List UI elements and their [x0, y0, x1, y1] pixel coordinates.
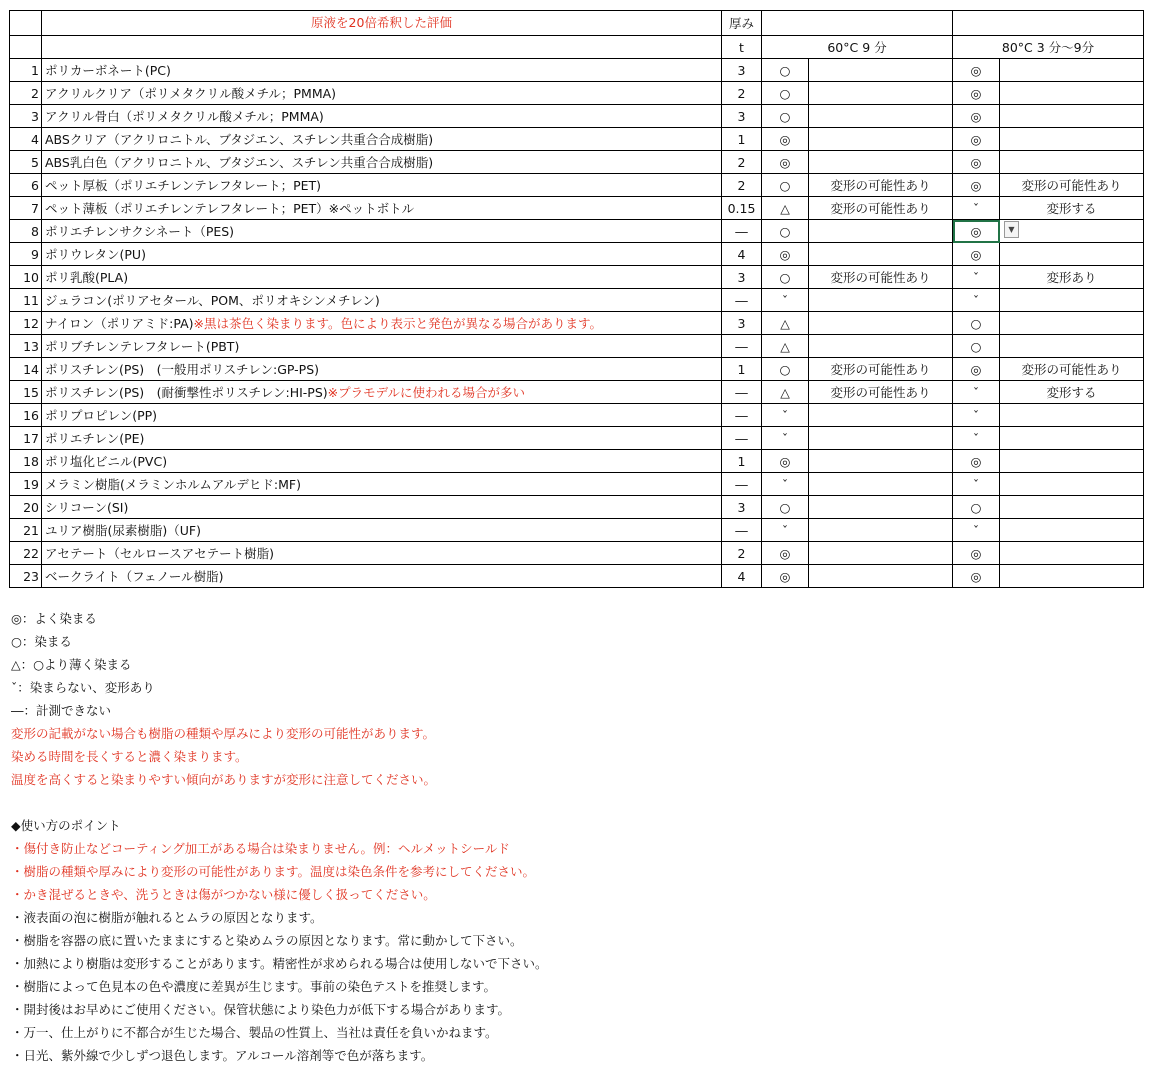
note-60c[interactable]: [809, 128, 953, 151]
note-80c[interactable]: [1000, 59, 1144, 82]
rating-60c[interactable]: ○: [762, 496, 809, 519]
resin-name: ナイロン（ポリアミド:PA): [45, 316, 194, 331]
resin-name-cell[interactable]: [42, 519, 722, 542]
resin-name-cell[interactable]: [42, 151, 722, 174]
resin-name-cell[interactable]: [42, 335, 722, 358]
table-row: [10, 151, 1144, 174]
rating-80c[interactable]: ◎: [953, 128, 1000, 151]
resin-name-cell[interactable]: [42, 128, 722, 151]
resin-name-cell[interactable]: [42, 427, 722, 450]
table-row: [10, 542, 1144, 565]
table-row: [10, 312, 1144, 335]
note-80c[interactable]: [1000, 519, 1144, 542]
thickness-unit[interactable]: t: [722, 36, 762, 59]
note-80c[interactable]: 変形する: [1000, 381, 1144, 404]
rating-80c[interactable]: ○: [953, 312, 1000, 335]
note-60c[interactable]: [809, 496, 953, 519]
note-80c[interactable]: 変形する: [1000, 197, 1144, 220]
resin-name-cell[interactable]: [42, 381, 722, 404]
table-row: [10, 404, 1144, 427]
thickness-cell[interactable]: ―: [722, 220, 762, 243]
note-60c[interactable]: [809, 82, 953, 105]
table-title[interactable]: 原液を20倍希釈した評価: [42, 11, 722, 36]
thickness-cell[interactable]: ―: [722, 381, 762, 404]
note-line: ・樹脂の種類や厚みにより変形の可能性があります。温度は染色条件を参考にしてください。: [11, 864, 536, 879]
rating-60c[interactable]: ˇ: [762, 519, 809, 542]
table-row: [10, 289, 1144, 312]
rating-60c[interactable]: ○: [762, 82, 809, 105]
table-row: [10, 266, 1144, 289]
note-60c[interactable]: [809, 312, 953, 335]
rating-80c[interactable]: ˇ: [953, 381, 1000, 404]
row-number[interactable]: 12: [10, 312, 42, 335]
legend-and-notes: [11, 607, 548, 1067]
header-blank-cell[interactable]: [10, 11, 42, 36]
note-line: 変形の記載がない場合も樹脂の種類や厚みにより変形の可能性があります。: [11, 726, 436, 741]
row-number[interactable]: 4: [10, 128, 42, 151]
thickness-cell[interactable]: 1: [722, 128, 762, 151]
row-number[interactable]: 10: [10, 266, 42, 289]
table-row: [10, 565, 1144, 588]
row-number[interactable]: 18: [10, 450, 42, 473]
note-line: ・かき混ぜるときや、洗うときは傷がつかない様に優しく扱ってください。: [11, 887, 436, 902]
dropdown-arrow-icon[interactable]: ▼: [1004, 221, 1019, 238]
thickness-cell[interactable]: 3: [722, 266, 762, 289]
note-60c[interactable]: [809, 427, 953, 450]
note-line: ・万一、仕上がりに不都合が生じた場合、製品の性質上、当社は責任を負いかねます。: [11, 1025, 498, 1040]
note-line: △：○より薄く染まる: [11, 657, 132, 672]
rating-80c[interactable]: ◎: [953, 358, 1000, 381]
note-60c[interactable]: 変形の可能性あり: [809, 174, 953, 197]
thickness-cell[interactable]: ―: [722, 404, 762, 427]
thickness-cell[interactable]: 1: [722, 358, 762, 381]
rating-60c[interactable]: ˇ: [762, 473, 809, 496]
row-number[interactable]: 3: [10, 105, 42, 128]
note-60c[interactable]: [809, 59, 953, 82]
note-80c[interactable]: [1000, 496, 1144, 519]
thickness-cell[interactable]: ―: [722, 335, 762, 358]
rating-60c[interactable]: △: [762, 312, 809, 335]
note-60c[interactable]: 変形の可能性あり: [809, 381, 953, 404]
note-80c[interactable]: 変形の可能性あり: [1000, 358, 1144, 381]
note-80c[interactable]: [1000, 427, 1144, 450]
note-60c[interactable]: [809, 565, 953, 588]
resin-name: ポリ乳酸(PLA): [45, 270, 129, 285]
resin-name-cell[interactable]: [42, 197, 722, 220]
note-60c[interactable]: [809, 519, 953, 542]
row-number[interactable]: 6: [10, 174, 42, 197]
rating-60c[interactable]: ◎: [762, 565, 809, 588]
resin-name-cell[interactable]: [42, 565, 722, 588]
resin-name-cell[interactable]: [42, 496, 722, 519]
resin-name-cell[interactable]: [42, 59, 722, 82]
resin-name: ポリエチレン(PE): [45, 431, 145, 446]
note-60c[interactable]: 変形の可能性あり: [809, 358, 953, 381]
rating-60c[interactable]: ˇ: [762, 427, 809, 450]
note-line: ・傷付き防止などコーティング加工がある場合は染まりません。例：ヘルメットシールド: [11, 841, 510, 856]
thickness-cell[interactable]: 3: [722, 496, 762, 519]
rating-60c[interactable]: ˇ: [762, 289, 809, 312]
note-80c[interactable]: [1000, 151, 1144, 174]
rating-60c[interactable]: ○: [762, 220, 809, 243]
evaluation-table: [9, 10, 1144, 588]
rating-80c[interactable]: ˇ: [953, 266, 1000, 289]
resin-name: ABSクリア（アクリロニトル、ブタジエン、スチレン共重合合成樹脂): [45, 132, 434, 147]
rating-80c[interactable]: ˇ: [953, 289, 1000, 312]
row-number[interactable]: 15: [10, 381, 42, 404]
rating-80c[interactable]: ◎: [953, 243, 1000, 266]
note-80c[interactable]: [1000, 105, 1144, 128]
rating-80c[interactable]: ○: [953, 496, 1000, 519]
thickness-cell[interactable]: 4: [722, 243, 762, 266]
rating-80c[interactable]: ˇ: [953, 427, 1000, 450]
row-number[interactable]: 17: [10, 427, 42, 450]
rating-60c[interactable]: ◎: [762, 128, 809, 151]
rating-80c[interactable]: ○: [953, 335, 1000, 358]
rating-60c[interactable]: ◎: [762, 151, 809, 174]
row-number[interactable]: 14: [10, 358, 42, 381]
note-60c[interactable]: [809, 105, 953, 128]
note-line: ◎：よく染まる: [11, 611, 97, 626]
row-number[interactable]: 13: [10, 335, 42, 358]
rating-80c[interactable]: ˇ: [953, 197, 1000, 220]
rating-60c[interactable]: ○: [762, 358, 809, 381]
table-row: [10, 105, 1144, 128]
table-row: [10, 427, 1144, 450]
header-60-top[interactable]: [762, 11, 953, 36]
note-60c[interactable]: [809, 220, 953, 243]
rating-80c[interactable]: ◎: [953, 565, 1000, 588]
rating-80c[interactable]: ◎: [953, 105, 1000, 128]
note-60c[interactable]: [809, 450, 953, 473]
thickness-cell[interactable]: 2: [722, 542, 762, 565]
resin-name: ポリ塩化ビニル(PVC): [45, 454, 168, 469]
resin-name-cell[interactable]: [42, 266, 722, 289]
thickness-cell[interactable]: ―: [722, 289, 762, 312]
table-row: [10, 358, 1144, 381]
row-number[interactable]: 21: [10, 519, 42, 542]
resin-note: ※黒は茶色く染まります。色により表示と発色が異なる場合があります。: [193, 316, 602, 331]
note-60c[interactable]: 変形の可能性あり: [809, 197, 953, 220]
rating-80c[interactable]: ◎: [953, 174, 1000, 197]
rating-80c[interactable]: ˇ: [953, 519, 1000, 542]
rating-80c[interactable]: ◎: [953, 220, 1000, 243]
table-row: [10, 473, 1144, 496]
note-80c[interactable]: [1000, 289, 1144, 312]
rating-80c[interactable]: ◎: [953, 59, 1000, 82]
note-line: ・樹脂を容器の底に置いたままにすると染めムラの原因となります。常に動かして下さい。: [11, 933, 523, 948]
row-number[interactable]: 19: [10, 473, 42, 496]
header-80c[interactable]: 80°C 3 分～9分: [953, 36, 1144, 59]
note-line: ・加熱により樹脂は変形することがあります。精密性が求められる場合は使用しないで下さい。: [11, 956, 548, 971]
thickness-cell[interactable]: 3: [722, 59, 762, 82]
note-80c[interactable]: [1000, 404, 1144, 427]
note-line: ○：染まる: [11, 634, 72, 649]
header-blank-cell[interactable]: [42, 36, 722, 59]
thickness-cell[interactable]: ―: [722, 427, 762, 450]
table-row: [10, 450, 1144, 473]
resin-name: ポリウレタン(PU): [45, 247, 146, 262]
thickness-cell[interactable]: 1: [722, 450, 762, 473]
note-line: 温度を高くすると染まりやすい傾向がありますが変形に注意してください。: [11, 772, 437, 787]
rating-60c[interactable]: ˇ: [762, 404, 809, 427]
resin-name: ポリエチレンサクシネート（PES): [45, 224, 235, 239]
rating-60c[interactable]: △: [762, 335, 809, 358]
note-line: ◆使い方のポイント: [11, 818, 121, 833]
table-row: [10, 59, 1144, 82]
row-number[interactable]: 16: [10, 404, 42, 427]
resin-name-cell[interactable]: [42, 289, 722, 312]
note-60c[interactable]: 変形の可能性あり: [809, 266, 953, 289]
note-60c[interactable]: [809, 542, 953, 565]
resin-name-cell[interactable]: [42, 243, 722, 266]
note-line: ・樹脂によって色見本の色や濃度に差異が生じます。事前の染色テストを推奨します。: [11, 979, 497, 994]
resin-name-cell[interactable]: [42, 358, 722, 381]
table-row: [10, 82, 1144, 105]
resin-name-cell[interactable]: [42, 220, 722, 243]
note-60c[interactable]: [809, 404, 953, 427]
note-80c[interactable]: 変形あり: [1000, 266, 1144, 289]
note-line: 染める時間を長くすると濃く染まります。: [11, 749, 248, 764]
thickness-cell[interactable]: 2: [722, 82, 762, 105]
resin-name: ペット薄板（ポリエチレンテレフタレート；PET）※ペットボトル: [45, 201, 415, 216]
table-row: [10, 519, 1144, 542]
rating-60c[interactable]: ◎: [762, 542, 809, 565]
table-row: [10, 128, 1144, 151]
note-80c[interactable]: 変形の可能性あり: [1000, 174, 1144, 197]
resin-name: アクリル骨白（ポリメタクリル酸メチル；PMMA): [45, 109, 324, 124]
note-line: ・液表面の泡に樹脂が触れるとムラの原因となります。: [11, 910, 323, 925]
resin-name: アセテート（セルロースアセテート樹脂): [45, 546, 275, 561]
note-60c[interactable]: [809, 335, 953, 358]
table-row: [10, 220, 1144, 243]
thickness-cell[interactable]: 2: [722, 151, 762, 174]
thickness-cell[interactable]: 4: [722, 565, 762, 588]
resin-name: ユリア樹脂(尿素樹脂)（UF): [45, 523, 201, 538]
resin-name: ペット厚板（ポリエチレンテレフタレート；PET): [45, 178, 322, 193]
row-number[interactable]: 9: [10, 243, 42, 266]
resin-name: ポリブチレンテレフタレート(PBT): [45, 339, 240, 354]
resin-name: ABS乳白色（アクリロニトル、ブタジエン、スチレン共重合合成樹脂): [45, 155, 434, 170]
table-row: [10, 243, 1144, 266]
resin-name-cell[interactable]: [42, 174, 722, 197]
rating-60c[interactable]: ○: [762, 59, 809, 82]
resin-name: ポリプロピレン(PP): [45, 408, 158, 423]
row-number[interactable]: 5: [10, 151, 42, 174]
rating-60c[interactable]: ○: [762, 105, 809, 128]
table-row: [10, 197, 1144, 220]
table-row: [10, 496, 1144, 519]
resin-name-cell[interactable]: [42, 473, 722, 496]
resin-name: ポリカーボネート(PC): [45, 63, 171, 78]
note-80c[interactable]: [1000, 243, 1144, 266]
note-60c[interactable]: [809, 289, 953, 312]
row-number[interactable]: 2: [10, 82, 42, 105]
row-number[interactable]: 7: [10, 197, 42, 220]
resin-name-cell[interactable]: [42, 542, 722, 565]
note-line: ―：計測できない: [11, 703, 112, 718]
table-row: [10, 335, 1144, 358]
row-number[interactable]: 8: [10, 220, 42, 243]
rating-60c[interactable]: ◎: [762, 243, 809, 266]
rating-60c[interactable]: ○: [762, 174, 809, 197]
note-60c[interactable]: [809, 473, 953, 496]
note-60c[interactable]: [809, 151, 953, 174]
note-80c[interactable]: [1000, 335, 1144, 358]
note-line: ・日光、紫外線で少しずつ退色します。アルコール溶剤等で色が落ちます。: [11, 1048, 434, 1063]
resin-name-cell[interactable]: [42, 404, 722, 427]
resin-name-cell[interactable]: [42, 450, 722, 473]
note-80c[interactable]: [1000, 473, 1144, 496]
note-80c[interactable]: [1000, 312, 1144, 335]
resin-note: ※プラモデルに使われる場合が多い: [327, 385, 525, 400]
row-number[interactable]: 11: [10, 289, 42, 312]
resin-name-cell[interactable]: [42, 82, 722, 105]
resin-name: アクリルクリア（ポリメタクリル酸メチル；PMMA): [45, 86, 337, 101]
header-80-top[interactable]: [953, 11, 1144, 36]
resin-name: メラミン樹脂(メラミンホルムアルデヒド:MF): [45, 477, 301, 492]
header-blank-cell[interactable]: [10, 36, 42, 59]
row-number[interactable]: 22: [10, 542, 42, 565]
resin-name: シリコーン(SI): [45, 500, 129, 515]
rating-60c[interactable]: ○: [762, 266, 809, 289]
note-80c[interactable]: [1000, 450, 1144, 473]
note-80c[interactable]: [1000, 82, 1144, 105]
resin-name: ジュラコン(ポリアセタール、POM、ポリオキシンメチレン): [45, 293, 380, 308]
thickness-cell[interactable]: 3: [722, 105, 762, 128]
table-row: [10, 174, 1144, 197]
row-number[interactable]: 23: [10, 565, 42, 588]
rating-60c[interactable]: △: [762, 381, 809, 404]
blank-line: [11, 791, 548, 814]
note-80c[interactable]: [1000, 128, 1144, 151]
thickness-cell[interactable]: ―: [722, 519, 762, 542]
rating-80c[interactable]: ◎: [953, 450, 1000, 473]
resin-name: ベークライト（フェノール樹脂): [45, 569, 224, 584]
note-line: ・開封後はお早めにご使用ください。保管状態により染色力が低下する場合があります。: [11, 1002, 511, 1017]
resin-name: ポリスチレン(PS) (耐衝撃性ポリスチレン:HI-PS): [45, 385, 328, 400]
rating-60c[interactable]: △: [762, 197, 809, 220]
row-number[interactable]: 1: [10, 59, 42, 82]
note-80c[interactable]: [1000, 542, 1144, 565]
thickness-cell[interactable]: 2: [722, 174, 762, 197]
resin-name: ポリスチレン(PS) (一般用ポリスチレン:GP-PS): [45, 362, 319, 377]
rating-80c[interactable]: ˇ: [953, 473, 1000, 496]
rating-60c[interactable]: ◎: [762, 450, 809, 473]
thickness-header[interactable]: 厚み: [722, 11, 762, 36]
table-row: [10, 381, 1144, 404]
note-60c[interactable]: [809, 243, 953, 266]
note-80c[interactable]: [1000, 220, 1144, 243]
resin-name-cell[interactable]: [42, 105, 722, 128]
note-80c[interactable]: [1000, 565, 1144, 588]
header-60c[interactable]: 60°C 9 分: [762, 36, 953, 59]
rating-80c[interactable]: ◎: [953, 542, 1000, 565]
rating-80c[interactable]: ◎: [953, 82, 1000, 105]
thickness-cell[interactable]: 3: [722, 312, 762, 335]
resin-name-cell[interactable]: [42, 312, 722, 335]
rating-80c[interactable]: ˇ: [953, 404, 1000, 427]
rating-80c[interactable]: ◎: [953, 151, 1000, 174]
thickness-cell[interactable]: 0.15: [722, 197, 762, 220]
thickness-cell[interactable]: ―: [722, 473, 762, 496]
row-number[interactable]: 20: [10, 496, 42, 519]
note-line: ˇ：染まらない、変形あり: [11, 680, 155, 695]
